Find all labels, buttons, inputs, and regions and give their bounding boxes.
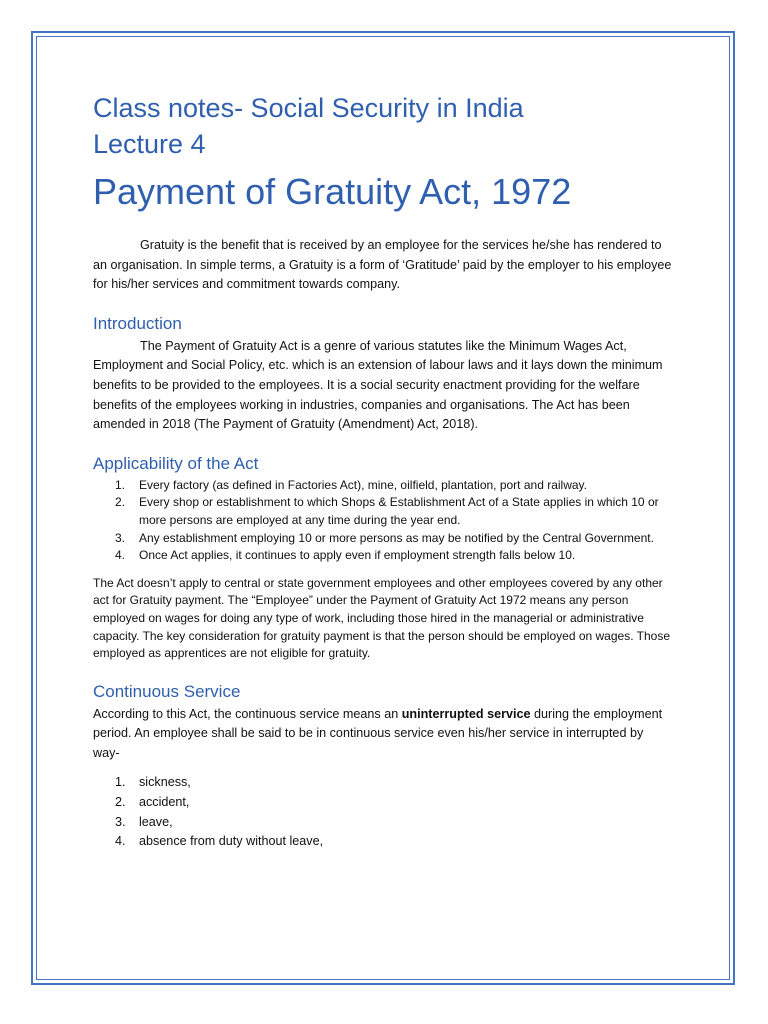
document-body xyxy=(93,90,673,852)
list-number: 2. xyxy=(115,495,126,510)
section-heading-continuous-service: Continuous Service xyxy=(93,681,241,701)
continuous-service-text xyxy=(93,705,673,764)
list-number: 4. xyxy=(115,548,126,563)
list-item xyxy=(93,832,673,852)
list-item xyxy=(93,547,673,565)
list-item xyxy=(93,793,673,813)
list-text: Every shop or establishment to which Shops & Establishment Act of a State applies in which 10 or more persons are employed at any time during the year end. xyxy=(139,495,659,527)
lecture-number: Lecture 4 xyxy=(93,129,206,159)
continuous-service-list xyxy=(93,773,673,851)
applicability-note: The Act doesn’t apply to central or state government employees and other employees covered by any other act for Gratuity payment. The “Employee” under the Payment of Gratuity Act 1972 means any person employed on wages for doing any type of work, including those hired in the managerial or administrative capacity. The key consideration for gratuity payment is that the person should be employed on wages. Those employed as apprentices are not eligible for gratuity. xyxy=(93,575,671,661)
bold-term: uninterrupted service xyxy=(401,706,531,721)
list-item xyxy=(93,813,673,833)
text-segment: According to this Act, the continuous service means an xyxy=(93,706,402,721)
list-number: 3. xyxy=(115,814,126,829)
list-text: absence from duty without leave, xyxy=(139,834,324,849)
list-text: sickness, xyxy=(139,775,191,790)
section-heading-introduction: Introduction xyxy=(93,313,182,333)
list-item xyxy=(93,773,673,793)
text-segment: during the employment period. An employee shall be said to be in continuous service even his/her service in interrupted by way- xyxy=(93,706,663,760)
course-title: Class notes- Social Security in India xyxy=(93,93,524,123)
list-text: Any establishment employing 10 or more persons as may be notified by the Central Government. xyxy=(139,530,654,545)
list-item xyxy=(93,494,673,529)
list-text: Once Act applies, it continues to apply even if employment strength falls below 10. xyxy=(139,548,576,563)
list-text: Every factory (as defined in Factories Act), mine, oilfield, plantation, port and railway. xyxy=(139,477,587,492)
list-number: 3. xyxy=(115,530,126,545)
page-title: Payment of Gratuity Act, 1972 xyxy=(93,171,572,212)
list-text: leave, xyxy=(139,814,173,829)
introduction-text: The Payment of Gratuity Act is a genre of various statutes like the Minimum Wages Act, Employment and Social Policy, etc. which is an extension of labour laws and it lays down the minimum benefits to be provided to the employees. It is a social security enactment providing for the welfare benefits of the employees working in industries, companies and organisations. The Act has been amended in 2018 (The Payment of Gratuity (Amendment) Act, 2018). xyxy=(93,338,663,432)
section-heading-applicability: Applicability of the Act xyxy=(93,453,259,473)
list-number: 4. xyxy=(115,834,126,849)
list-number: 1. xyxy=(115,775,126,790)
list-item xyxy=(93,530,673,548)
intro-paragraph: Gratuity is the benefit that is received by an employee for the services he/she has rendered to an organisation. In simple terms, a Gratuity is a form of ‘Gratitude’ paid by the employer to his employee for his/her services and commitment towards company. xyxy=(93,238,672,292)
applicability-list xyxy=(93,477,673,565)
list-number: 1. xyxy=(115,477,126,492)
list-number: 2. xyxy=(115,795,126,810)
list-text: accident, xyxy=(139,795,190,810)
list-item xyxy=(93,477,673,495)
